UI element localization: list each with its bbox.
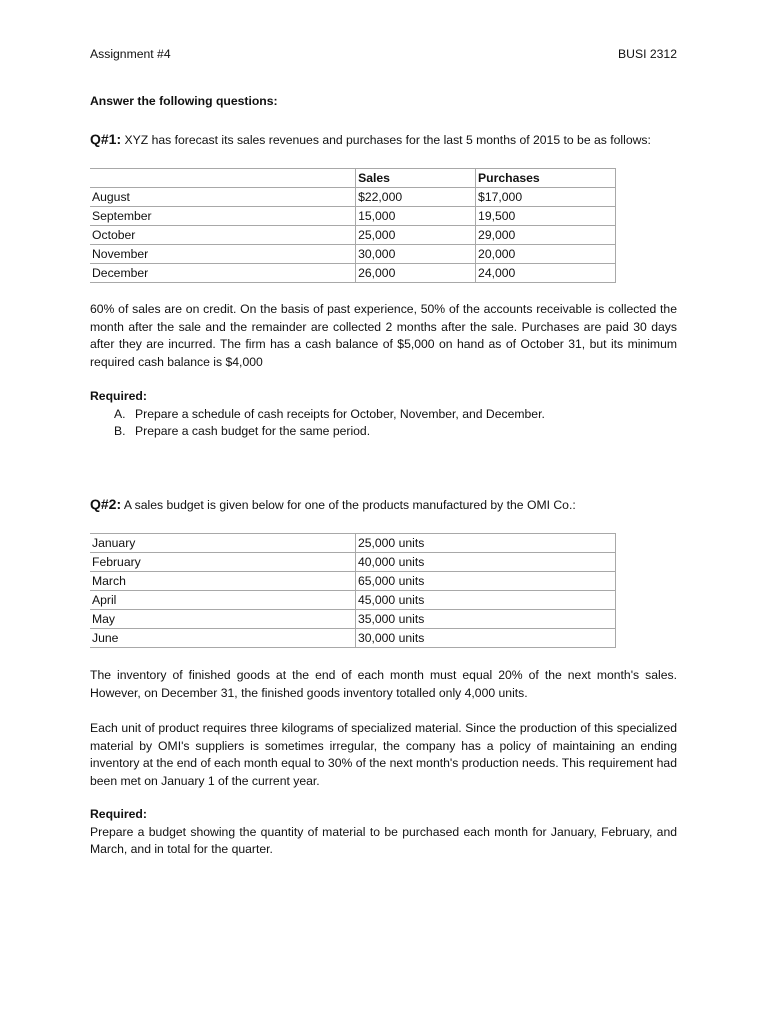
table-header-cell [90,169,356,188]
list-marker: A. [114,406,126,421]
list-marker: B. [114,424,126,438]
purchases-cell: 20,000 [476,245,616,264]
units-cell: 45,000 units [355,591,615,610]
table-row [90,226,616,245]
purchases-cell: 24,000 [476,264,616,283]
month-cell: October [90,226,356,245]
units-cell: 30,000 units [355,629,615,648]
question-1-text: XYZ has forecast its sales revenues and purchases for the last 5 months of 2015 to be as follows: [124,133,651,147]
table-row [90,264,616,283]
sales-purchases-table [90,168,616,283]
assignment-title: Assignment #4 [90,47,171,61]
instructions-heading: Answer the following questions: [90,94,278,108]
units-cell: 40,000 units [355,553,615,572]
sales-cell: $22,000 [356,188,476,207]
list-item-text: Prepare a cash budget for the same period. [135,424,371,438]
month-cell: February [90,553,355,572]
sales-cell: 26,000 [356,264,476,283]
table-row [90,245,616,264]
question-2-required [90,806,677,859]
table-row [90,591,616,610]
purchases-column-header: Purchases [476,169,616,188]
month-cell: December [90,264,356,283]
units-cell: 35,000 units [355,610,615,629]
purchases-cell: $17,000 [476,188,616,207]
table-row [90,553,616,572]
units-cell: 25,000 units [355,534,615,553]
table-row [90,610,616,629]
table-row [90,534,616,553]
table-header-row [90,169,616,188]
month-cell: August [90,188,356,207]
page-header [90,46,677,64]
question-2-paragraph-1: The inventory of finished goods at the end of each month must equal 20% of the next month's sales. However, on December 31, the finished goods inventory totalled only 4,000 units. [90,668,677,700]
table-row [90,629,616,648]
month-cell: April [90,591,355,610]
sales-cell: 25,000 [356,226,476,245]
question-1-paragraph: 60% of sales are on credit. On the basis of past experience, 50% of the accounts receivable is collected the month after the sale and the remainder are collected 2 months after the sale. Purchases are paid 30 days after they are incurred. The firm has a cash balance of $5,000 on hand as of October 31, but its minimum required cash balance is $4,000 [90,302,677,369]
list-item [116,423,677,441]
question-1-required [90,388,677,441]
month-cell: March [90,572,355,591]
sales-cell: 30,000 [356,245,476,264]
table-row [90,572,616,591]
required-heading: Required: [90,807,147,821]
month-cell: June [90,629,355,648]
month-cell: January [90,534,355,553]
sales-cell: 15,000 [356,207,476,226]
sales-budget-table [90,533,616,648]
list-item-text: Prepare a schedule of cash receipts for October, November, and December. [135,406,545,421]
table-row [90,207,616,226]
required-list [90,406,677,441]
question-2-text: A sales budget is given below for one of the products manufactured by the OMI Co.: [123,498,576,512]
purchases-cell: 29,000 [476,226,616,245]
list-item [116,406,677,424]
purchases-cell: 19,500 [476,207,616,226]
sales-column-header: Sales [356,169,476,188]
table-row [90,188,616,207]
question-2-prompt [90,496,677,515]
units-cell: 65,000 units [355,572,615,591]
month-cell: November [90,245,356,264]
month-cell: May [90,610,355,629]
month-cell: September [90,207,356,226]
question-1-label: Q#1: [90,131,122,147]
question-1-prompt [90,131,677,150]
required-text: Prepare a budget showing the quantity of material to be purchased each month for January, February, and March, and in total for the quarter. [90,824,677,856]
question-2-label: Q#2: [90,496,122,512]
question-2-paragraph-2: Each unit of product requires three kilograms of specialized material. Since the production of this specialized material by OMI's suppliers is sometimes irregular, the company has a policy of maintaining an ending inventory at the end of each month equal to 30% of the next month's production needs. This requirement had been met on January 1 of the current year. [90,721,677,788]
required-heading: Required: [90,389,147,403]
course-code: BUSI 2312 [618,47,677,61]
